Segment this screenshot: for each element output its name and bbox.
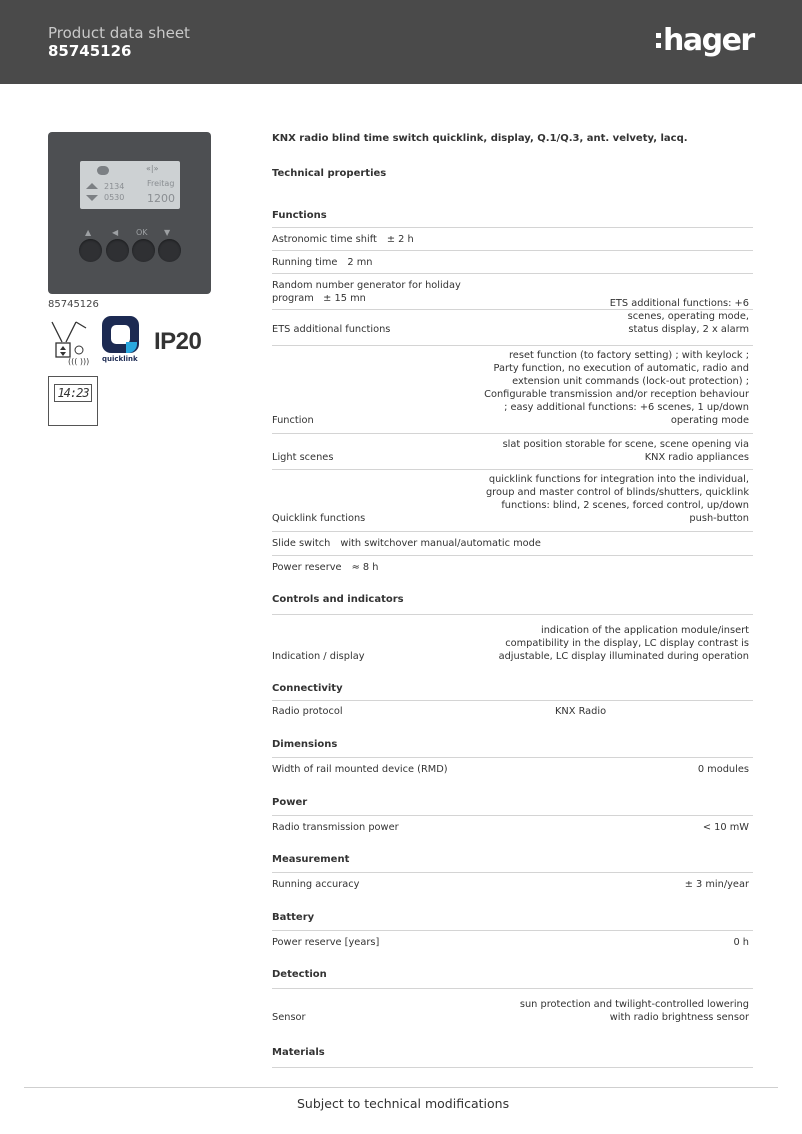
radio-antenna-icon (48, 316, 98, 366)
section-title-measurement: Measurement (272, 854, 350, 865)
clock-display-icon (48, 376, 98, 426)
spec-label: Width of rail mounted device (RMD) (272, 764, 448, 775)
spec-value: ± 3 min/year (684, 879, 749, 890)
spec-row (272, 816, 753, 838)
key-label-up: ▲ (85, 228, 92, 237)
spec-label: Running accuracy (272, 879, 360, 890)
section-divider (272, 1067, 753, 1068)
display-time: 1200 (147, 192, 175, 205)
feature-badges (48, 316, 212, 368)
spec-label: Slide switch (272, 538, 331, 549)
spec-value: sun protection and twilight-controlled lowering with radio brightness sensor (519, 999, 749, 1023)
spec-row (272, 346, 753, 434)
spec-value: ± 15 mn (323, 293, 366, 304)
product-number-caption: 85745126 (48, 299, 99, 310)
product-title: KNX radio blind time switch quicklink, display, Q.1/Q.3, ant. velvety, lacq. (272, 133, 688, 144)
spec-label: Indication / display (272, 651, 365, 662)
spec-row (272, 758, 753, 780)
spec-row (272, 615, 753, 663)
quicklink-badge (102, 316, 142, 364)
quicklink-label: quicklink (102, 355, 138, 363)
spec-value: quicklink functions for integration into the individual, group and master control of blinds/shutters, quicklink functions: blind, 2 scenes, forced control, up/down push-button (485, 474, 749, 524)
ip-rating-badge: IP20 (154, 328, 202, 355)
spec-content (272, 132, 753, 1068)
spec-label: Power reserve (272, 562, 342, 573)
spec-label: Sensor (272, 1012, 306, 1023)
spec-row (272, 701, 753, 723)
spec-value: 2 mn (347, 257, 373, 268)
spec-label: Function (272, 415, 314, 426)
spec-value: indication of the application module/insert compatibility in the display, LC display contrast is adjustable, LC display illuminated during operation (498, 625, 749, 662)
display-up-arrow-icon (86, 183, 98, 189)
section-title-connectivity: Connectivity (272, 683, 343, 694)
spec-label: Light scenes (272, 452, 334, 463)
quicklink-logo-icon (102, 316, 139, 353)
spec-label: Power reserve [years] (272, 937, 380, 948)
section-title-dimensions: Dimensions (272, 739, 338, 750)
key-label-back: ◀ (112, 228, 119, 237)
doc-type: Product data sheet (48, 24, 190, 42)
spec-row (272, 228, 753, 251)
spec-value: ≈ 8 h (351, 562, 379, 573)
spec-value: < 10 mW (702, 822, 749, 833)
display-down-arrow-icon (86, 195, 98, 201)
spec-value: with switchover manual/automatic mode (340, 538, 541, 549)
device-key (158, 239, 181, 262)
section-title-functions: Functions (272, 210, 327, 221)
spec-row (272, 989, 753, 1024)
technical-properties-heading: Technical properties (272, 168, 387, 179)
display-sun-icon (97, 166, 109, 175)
spec-label: Radio protocol (272, 706, 343, 717)
spec-row (272, 931, 753, 953)
spec-value: ± 2 h (386, 234, 414, 245)
display-radio-glyph: «|» (146, 164, 159, 173)
spec-value: 0 modules (697, 764, 749, 775)
spec-value: KNX Radio (555, 706, 607, 717)
key-label-ok: OK (136, 228, 148, 237)
section-title-materials: Materials (272, 1047, 325, 1058)
device-key (79, 239, 102, 262)
device-key (106, 239, 129, 262)
display-line1: 2134 (104, 182, 125, 191)
hager-logo (656, 20, 754, 60)
display-line2: 0530 (104, 193, 125, 202)
spec-row (272, 470, 753, 532)
spec-label: ETS additional functions (272, 324, 391, 335)
logo-text: hager (663, 22, 754, 58)
spec-value: reset function (to factory setting) ; with keylock ; Party function, no execution of automatic, radio and extension unit commands (lock-out protection) ; Configurable transmission and/or reception behaviour ; easy additional functions: +6 scenes, 1 up/down operating mode (484, 350, 749, 426)
logo-dots-icon (656, 33, 661, 48)
svg-text:((( ))): ((( ))) (68, 357, 90, 366)
spec-value: ETS additional functions: +6 scenes, operating mode, status display, 2 x alarm (609, 298, 749, 335)
section-title-detection: Detection (272, 969, 327, 980)
header-product-number: 85745126 (48, 42, 132, 60)
spec-row (272, 434, 753, 470)
product-sidebar (48, 132, 212, 426)
product-image (48, 132, 211, 294)
section-title-battery: Battery (272, 912, 315, 923)
section-title-controls: Controls and indicators (272, 594, 404, 605)
spec-row (272, 251, 753, 274)
spec-value: 0 h (733, 937, 749, 948)
device-key (132, 239, 155, 262)
spec-label: Quicklink functions (272, 513, 366, 524)
spec-label: Radio transmission power (272, 822, 399, 833)
page-header (0, 0, 802, 84)
spec-row (272, 873, 753, 895)
spec-row (272, 532, 753, 556)
section-title-power: Power (272, 797, 308, 808)
spec-row (272, 556, 753, 579)
spec-label: Running time (272, 257, 338, 268)
clock-display-value: 14:23 (54, 384, 92, 402)
spec-label: Random number generator for holiday program (272, 280, 461, 304)
spec-label: Astronomic time shift (272, 234, 377, 245)
key-label-down: ▼ (164, 228, 171, 237)
footer-divider (24, 1087, 778, 1088)
footer-note: Subject to technical modifications (297, 1096, 510, 1111)
display-day: Freitag (147, 179, 175, 188)
device-display (80, 161, 180, 209)
spec-value: slat position storable for scene, scene opening via KNX radio appliances (502, 439, 749, 463)
